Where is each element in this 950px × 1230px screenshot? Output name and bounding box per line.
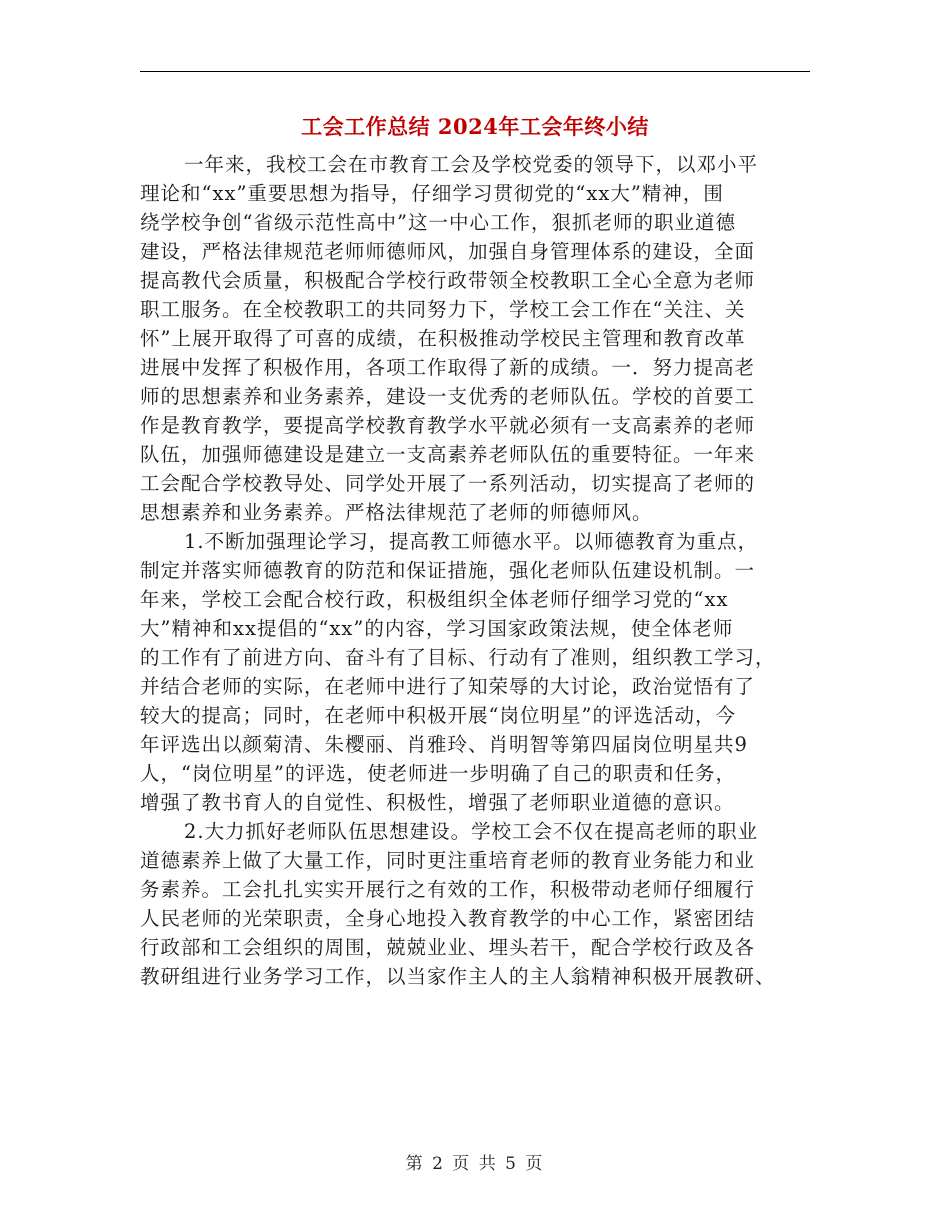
paragraph-line: 道德素养上做了大量工作，同时更注重培育老师的教育业务能力和业	[140, 849, 756, 872]
page-number-footer: 第 2 页 共 5 页	[405, 1154, 545, 1174]
paragraph-line: 一年来，我校工会在市教育工会及学校党委的领导下，以邓小平	[184, 153, 759, 176]
paragraph-line: 务素养。工会扎扎实实开展行之有效的工作，积极带动老师仔细履行	[140, 878, 756, 901]
paragraph-line: 提高教代会质量，积极配合学校行政带领全校教职工全心全意为老师	[140, 269, 756, 292]
paragraph-line: 思想素养和业务素养。严格法律规范了老师的师德师风。	[140, 501, 653, 524]
paragraph-line: 较大的提高；同时，在老师中积极开展“岗位明星”的评选活动，今	[140, 704, 736, 727]
paragraph-line: 建设，严格法律规范老师师德师风，加强自身管理体系的建设，全面	[140, 240, 756, 263]
paragraph-line: 增强了教书育人的自觉性、积极性，增强了老师职业道德的意识。	[140, 791, 735, 814]
paragraph-line: 职工服务。在全校教职工的共同努力下，学校工会工作在“关注、关	[140, 298, 746, 321]
paragraph-line: 怀”上展开取得了可喜的成绩，在积极推动学校民主管理和教育改革	[140, 327, 746, 350]
header-rule	[140, 71, 810, 72]
paragraph-line: 人，“岗位明星”的评选，使老师进一步明确了自己的职责和任务，	[140, 762, 736, 785]
paragraph-line: 制定并落实师德教育的防范和保证措施，强化老师队伍建设机制。一	[140, 559, 756, 582]
paragraph-line: 大”精神和xx提倡的“xx”的内容，学习国家政策法规，使全体老师	[140, 617, 734, 640]
paragraph-line: 教研组进行业务学习工作，以当家作主人的主人翁精神积极开展教研、	[140, 965, 776, 988]
paragraph-line: 2.大力抓好老师队伍思想建设。学校工会不仅在提高老师的职业	[184, 820, 759, 843]
paragraph-line: 绕学校争创“省级示范性高中”这一中心工作，狠抓老师的职业道德	[140, 211, 736, 234]
paragraph-line: 行政部和工会组织的周围，兢兢业业、埋头若干，配合学校行政及各	[140, 936, 756, 959]
paragraph-line: 年评选出以颜菊清、朱樱丽、肖雅玲、肖明智等第四届岗位明星共9	[140, 733, 748, 756]
paragraph-line: 并结合老师的实际，在老师中进行了知荣辱的大讨论，政治觉悟有了	[140, 675, 756, 698]
paragraph-line: 的工作有了前进方向、奋斗有了目标、行动有了准则，组织教工学习，	[140, 646, 776, 669]
paragraph-line: 队伍，加强师德建设是建立一支高素养老师队伍的重要特征。一年来	[140, 443, 756, 466]
paragraph-line: 年来，学校工会配合校行政，积极组织全体老师仔细学习党的“xx	[140, 588, 729, 611]
paragraph-line: 进展中发挥了积极作用，各项工作取得了新的成绩。一．努力提高老	[140, 356, 756, 379]
paragraph-line: 1.不断加强理论学习，提高教工师德水平。以师德教育为重点，	[184, 530, 759, 553]
paragraph-line: 作是教育教学，要提高学校教育教学水平就必须有一支高素养的老师	[140, 414, 756, 437]
paragraph-line: 师的思想素养和业务素养，建设一支优秀的老师队伍。学校的首要工	[140, 385, 756, 408]
paragraph-line: 工会配合学校教导处、同学处开展了一系列活动，切实提高了老师的	[140, 472, 756, 495]
document-title: 工会工作总结 2024年工会年终小结	[301, 114, 649, 139]
paragraph-line: 人民老师的光荣职责，全身心地投入教育教学的中心工作，紧密团结	[140, 907, 756, 930]
document-body	[140, 150, 810, 991]
paragraph-line: 理论和“xx”重要思想为指导，仔细学习贯彻党的“xx大”精神，围	[140, 182, 724, 205]
